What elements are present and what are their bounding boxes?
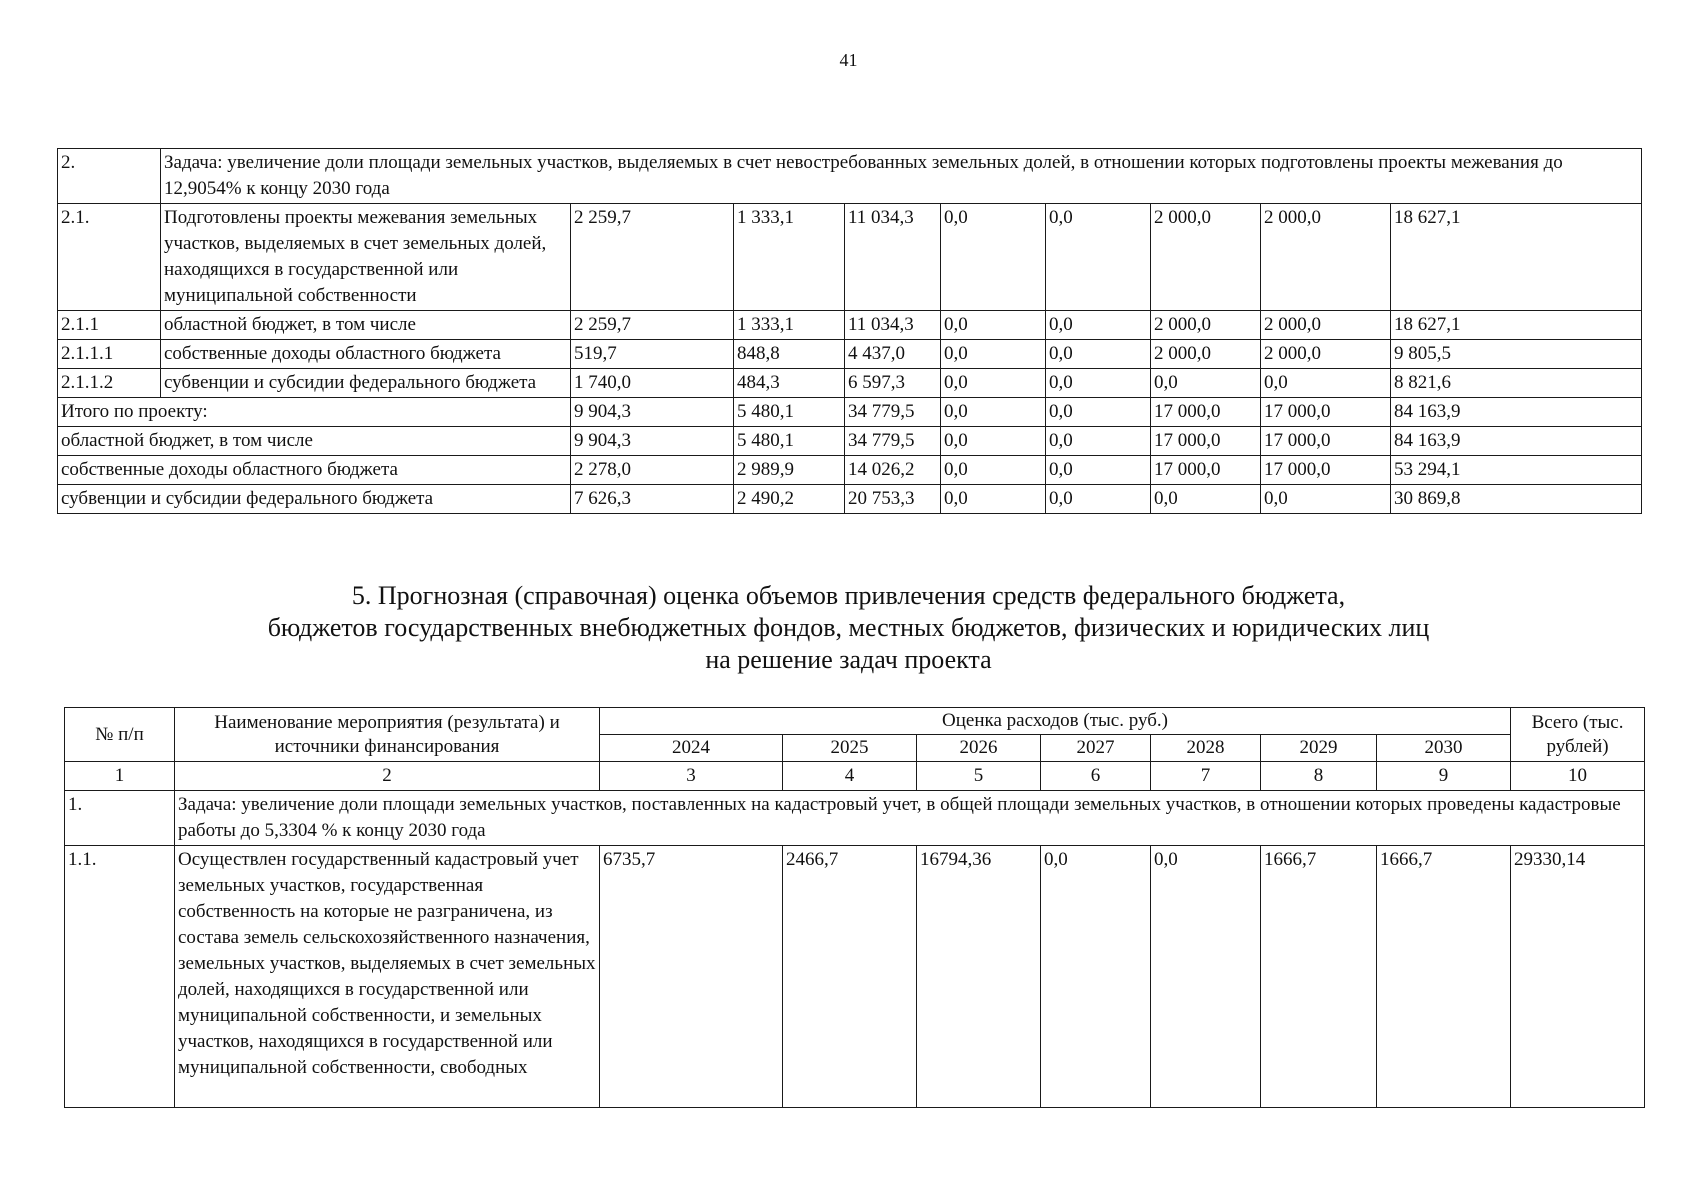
column-number: 6 — [1041, 762, 1151, 791]
value-2030: 17 000,0 — [1261, 456, 1391, 485]
value-total: 53 294,1 — [1391, 456, 1642, 485]
column-number: 2 — [175, 762, 600, 791]
column-number: 3 — [600, 762, 783, 791]
value-2027: 0,0 — [941, 456, 1046, 485]
value-total: 30 869,8 — [1391, 485, 1642, 514]
value-2029: 17 000,0 — [1151, 456, 1261, 485]
value-2026: 11 034,3 — [845, 204, 941, 311]
value-2027: 0,0 — [941, 204, 1046, 311]
value-2028: 0,0 — [1046, 204, 1151, 311]
value-2024: 9 904,3 — [571, 427, 734, 456]
total-name: субвенции и субсидии федерального бюджета — [58, 485, 571, 514]
value-2026: 34 779,5 — [845, 398, 941, 427]
value-2026: 11 034,3 — [845, 311, 941, 340]
value-2029: 17 000,0 — [1151, 398, 1261, 427]
column-number: 7 — [1151, 762, 1261, 791]
value-2028: 0,0 — [1046, 340, 1151, 369]
value-2030: 2 000,0 — [1261, 340, 1391, 369]
row-name: Осуществлен государственный кадастровый учет земельных участков, государственная собственность на которые не разграничена, из состава земель сельскохозяйственного назначения, земельных участков, выделяемых в счет земельных долей, находящихся в государственной или муниципальной собственности, и земельных участков, находящихся в государственной или муниципальной собственности, свободных — [175, 846, 600, 1108]
col-header-estimate: Оценка расходов (тыс. руб.) — [600, 708, 1511, 735]
total-row — [58, 398, 1642, 427]
value-total: 84 163,9 — [1391, 398, 1642, 427]
financing-table-continued — [57, 148, 1642, 514]
value-2027: 0,0 — [1041, 846, 1151, 1108]
value-2030: 0,0 — [1261, 369, 1391, 398]
value-2026: 16794,36 — [917, 846, 1041, 1108]
value-2024: 7 626,3 — [571, 485, 734, 514]
value-2029: 1666,7 — [1261, 846, 1377, 1108]
value-2024: 2 259,7 — [571, 311, 734, 340]
row-name: субвенции и субсидии федерального бюджета — [161, 369, 571, 398]
value-2027: 0,0 — [941, 369, 1046, 398]
value-2027: 0,0 — [941, 398, 1046, 427]
col-header-year: 2030 — [1377, 735, 1511, 762]
page-number: 41 — [839, 50, 858, 70]
row-name: областной бюджет, в том числе — [161, 311, 571, 340]
value-2028: 0,0 — [1151, 846, 1261, 1108]
value-2030: 2 000,0 — [1261, 311, 1391, 340]
total-row — [58, 427, 1642, 456]
row-name: собственные доходы областного бюджета — [161, 340, 571, 369]
value-2030: 17 000,0 — [1261, 427, 1391, 456]
value-2024: 519,7 — [571, 340, 734, 369]
value-2028: 0,0 — [1046, 311, 1151, 340]
row-code: 2.1.1 — [58, 311, 161, 340]
row-code: 2.1.1.2 — [58, 369, 161, 398]
value-2030: 0,0 — [1261, 485, 1391, 514]
value-2029: 2 000,0 — [1151, 204, 1261, 311]
column-number: 9 — [1377, 762, 1511, 791]
value-2025: 2466,7 — [783, 846, 917, 1108]
value-2028: 0,0 — [1046, 369, 1151, 398]
value-2026: 14 026,2 — [845, 456, 941, 485]
value-2028: 0,0 — [1046, 398, 1151, 427]
row-code: 1.1. — [65, 846, 175, 1108]
value-2025: 1 333,1 — [734, 311, 845, 340]
table-row — [58, 369, 1642, 398]
value-2028: 0,0 — [1046, 485, 1151, 514]
value-2029: 2 000,0 — [1151, 340, 1261, 369]
task-code: 2. — [58, 149, 161, 204]
value-2025: 848,8 — [734, 340, 845, 369]
col-header-num: № п/п — [65, 708, 175, 762]
row-code: 2.1.1.1 — [58, 340, 161, 369]
header-row — [65, 708, 1645, 735]
table-row — [58, 311, 1642, 340]
col-header-year: 2027 — [1041, 735, 1151, 762]
value-total: 18 627,1 — [1391, 204, 1642, 311]
value-2025: 2 490,2 — [734, 485, 845, 514]
col-header-year: 2029 — [1261, 735, 1377, 762]
column-number: 4 — [783, 762, 917, 791]
col-header-total: Всего (тыс. рублей) — [1511, 708, 1645, 762]
value-2025: 1 333,1 — [734, 204, 845, 311]
column-number: 1 — [65, 762, 175, 791]
value-2024: 9 904,3 — [571, 398, 734, 427]
total-name: Итого по проекту: — [58, 398, 571, 427]
task-row — [58, 149, 1642, 204]
value-total: 29330,14 — [1511, 846, 1645, 1108]
section-title-line: на решение задач проекта — [705, 645, 992, 674]
value-2027: 0,0 — [941, 427, 1046, 456]
value-total: 18 627,1 — [1391, 311, 1642, 340]
value-total: 84 163,9 — [1391, 427, 1642, 456]
total-row — [58, 485, 1642, 514]
column-number: 8 — [1261, 762, 1377, 791]
row-code: 2.1. — [58, 204, 161, 311]
col-header-name: Наименование мероприятия (результата) и источники финансирования — [175, 708, 600, 762]
table-row — [65, 846, 1645, 1108]
total-name: областной бюджет, в том числе — [58, 427, 571, 456]
value-2029: 0,0 — [1151, 369, 1261, 398]
table-row — [58, 340, 1642, 369]
table-row — [58, 204, 1642, 311]
section-title-line: 5. Прогнозная (справочная) оценка объемов привлечения средств федерального бюджета, — [351, 581, 1346, 610]
forecast-financing-table — [64, 707, 1645, 1108]
task-row — [65, 791, 1645, 846]
value-2024: 1 740,0 — [571, 369, 734, 398]
value-2027: 0,0 — [941, 340, 1046, 369]
value-2025: 484,3 — [734, 369, 845, 398]
value-2027: 0,0 — [941, 311, 1046, 340]
value-2030: 2 000,0 — [1261, 204, 1391, 311]
total-row — [58, 456, 1642, 485]
value-2026: 6 597,3 — [845, 369, 941, 398]
section-title — [0, 580, 1697, 676]
col-header-year: 2028 — [1151, 735, 1261, 762]
task-text: Задача: увеличение доли площади земельных участков, поставленных на кадастровый учет, в общей площади земельных участков, в отношении которых проведены кадастровые работы до 5,3304 % к концу 2030 года — [175, 791, 1645, 846]
task-code: 1. — [65, 791, 175, 846]
value-2029: 2 000,0 — [1151, 311, 1261, 340]
col-header-year: 2025 — [783, 735, 917, 762]
value-2028: 0,0 — [1046, 456, 1151, 485]
value-2030: 1666,7 — [1377, 846, 1511, 1108]
col-header-year: 2026 — [917, 735, 1041, 762]
value-2027: 0,0 — [941, 485, 1046, 514]
value-2025: 5 480,1 — [734, 427, 845, 456]
value-2029: 0,0 — [1151, 485, 1261, 514]
value-2025: 5 480,1 — [734, 398, 845, 427]
value-total: 8 821,6 — [1391, 369, 1642, 398]
value-2026: 20 753,3 — [845, 485, 941, 514]
value-2024: 6735,7 — [600, 846, 783, 1108]
value-total: 9 805,5 — [1391, 340, 1642, 369]
value-2024: 2 278,0 — [571, 456, 734, 485]
value-2028: 0,0 — [1046, 427, 1151, 456]
column-number: 5 — [917, 762, 1041, 791]
column-number-row — [65, 762, 1645, 791]
total-name: собственные доходы областного бюджета — [58, 456, 571, 485]
section-title-line: бюджетов государственных внебюджетных фондов, местных бюджетов, физических и юридических лиц — [267, 613, 1430, 642]
row-name: Подготовлены проекты межевания земельных участков, выделяемых в счет земельных долей, находящихся в государственной или муниципальной собственности — [161, 204, 571, 311]
value-2026: 4 437,0 — [845, 340, 941, 369]
value-2030: 17 000,0 — [1261, 398, 1391, 427]
value-2026: 34 779,5 — [845, 427, 941, 456]
value-2024: 2 259,7 — [571, 204, 734, 311]
column-number: 10 — [1511, 762, 1645, 791]
task-text: Задача: увеличение доли площади земельных участков, выделяемых в счет невостребованных земельных долей, в отношении которых подготовлены проекты межевания до 12,9054% к концу 2030 года — [161, 149, 1642, 204]
value-2029: 17 000,0 — [1151, 427, 1261, 456]
value-2025: 2 989,9 — [734, 456, 845, 485]
col-header-year: 2024 — [600, 735, 783, 762]
